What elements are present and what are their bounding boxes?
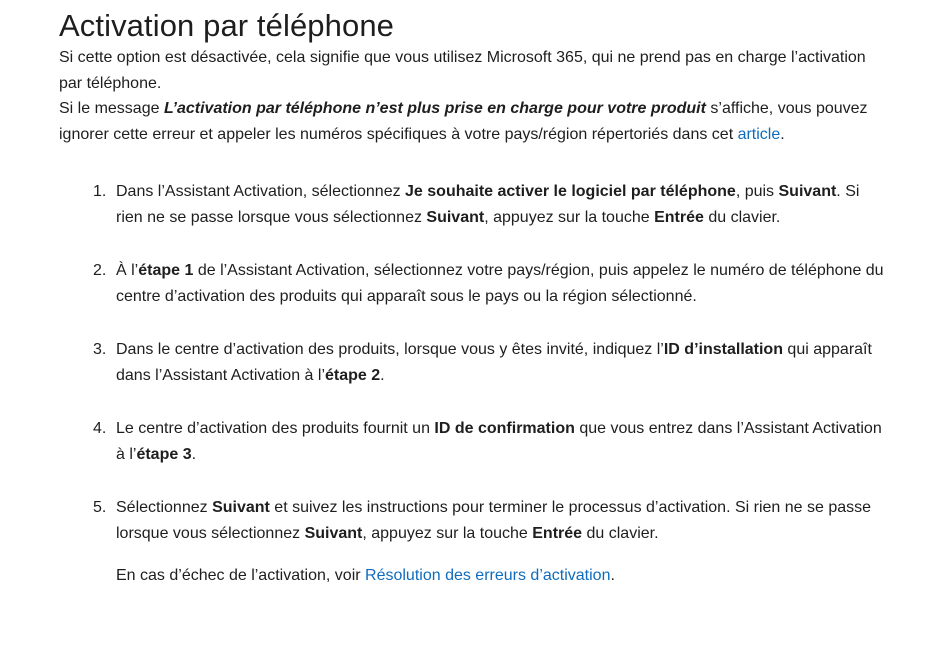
step-text: , appuyez sur la touche <box>484 208 655 226</box>
step-number: 5. <box>93 499 107 516</box>
list-item <box>59 495 889 546</box>
step-text: de l’Assistant Activation, sélectionnez votre pays/région, puis appelez le numéro de téléphone du centre d’activation des produits qui apparaît sous le pays ou la région sélectionné. <box>116 262 884 305</box>
article-link[interactable]: article <box>737 125 781 143</box>
step-text: du clavier. <box>703 208 781 226</box>
message-text-before: Si le message <box>59 100 164 117</box>
step-text: Dans l’Assistant Activation, sélectionnez <box>116 183 406 200</box>
step-bold: Suivant <box>778 183 837 200</box>
troubleshoot-link[interactable]: Résolution des erreurs d’activation <box>365 567 611 584</box>
message-text-after: s’affiche, vous pouvez ignorer cette erreur et appeler les numéros spécifiques à votre pays/région répertoriés dans cet <box>59 100 868 143</box>
step-bold: étape 3 <box>136 445 192 463</box>
step-bold: ID de confirmation <box>434 420 575 437</box>
message-text-end: . <box>780 125 785 143</box>
step-text: et suivez les instructions pour terminer le processus d’activation. Si rien ne se passe lorsque vous sélectionnez <box>116 499 872 542</box>
step-bold: Suivant <box>212 499 270 516</box>
step-text: qui apparaît dans l’Assistant Activation à l’ <box>116 341 872 384</box>
step-bold: étape 2 <box>325 366 381 384</box>
step-bold: Suivant <box>304 524 363 542</box>
note-text: En cas d’échec de l’activation, voir <box>116 567 366 584</box>
step-text: Sélectionnez <box>116 499 213 516</box>
message-paragraph <box>59 96 889 147</box>
article-content <box>0 7 929 589</box>
step-text: Le centre d’activation des produits fournit un <box>116 420 435 437</box>
step-bold: Entrée <box>654 208 704 226</box>
step-text: . <box>191 445 197 463</box>
step-number: 4. <box>93 420 107 437</box>
list-item <box>59 258 889 309</box>
steps-list <box>59 179 889 546</box>
step-number: 1. <box>93 183 107 200</box>
step-number: 2. <box>93 262 107 279</box>
step-text: que vous entrez dans l’Assistant Activation à l’ <box>116 420 882 463</box>
step-text: À l’ <box>116 262 139 279</box>
note-text-end: . <box>610 567 615 584</box>
step-text: . Si rien ne se passe lorsque vous sélectionnez <box>116 183 860 226</box>
step-text: , puis <box>735 183 779 200</box>
step-bold: Entrée <box>532 524 583 542</box>
step-number: 3. <box>93 341 107 358</box>
list-item <box>59 337 889 388</box>
step-bold: Suivant <box>426 208 485 226</box>
step-text: du clavier. <box>582 524 659 542</box>
list-item <box>59 416 889 467</box>
step-bold: Je souhaite activer le logiciel par téléphone <box>405 183 736 200</box>
step-bold: étape 1 <box>138 262 194 279</box>
step-text: . <box>380 366 385 384</box>
failure-note <box>116 563 889 589</box>
list-item <box>59 179 889 230</box>
page-title: Activation par téléphone <box>59 8 395 43</box>
step-text: Dans le centre d’activation des produits, lorsque vous y êtes invité, indiquez l’ <box>116 341 664 358</box>
error-message-emphasis: L’activation par téléphone n’est plus prise en charge pour votre produit <box>163 100 706 117</box>
step-text: , appuyez sur la touche <box>362 524 533 542</box>
intro-paragraph: Si cette option est désactivée, cela signifie que vous utilisez Microsoft 365, qui ne prend pas en charge l’activation par téléphone. <box>59 49 866 92</box>
step-bold: ID d’installation <box>663 341 783 358</box>
